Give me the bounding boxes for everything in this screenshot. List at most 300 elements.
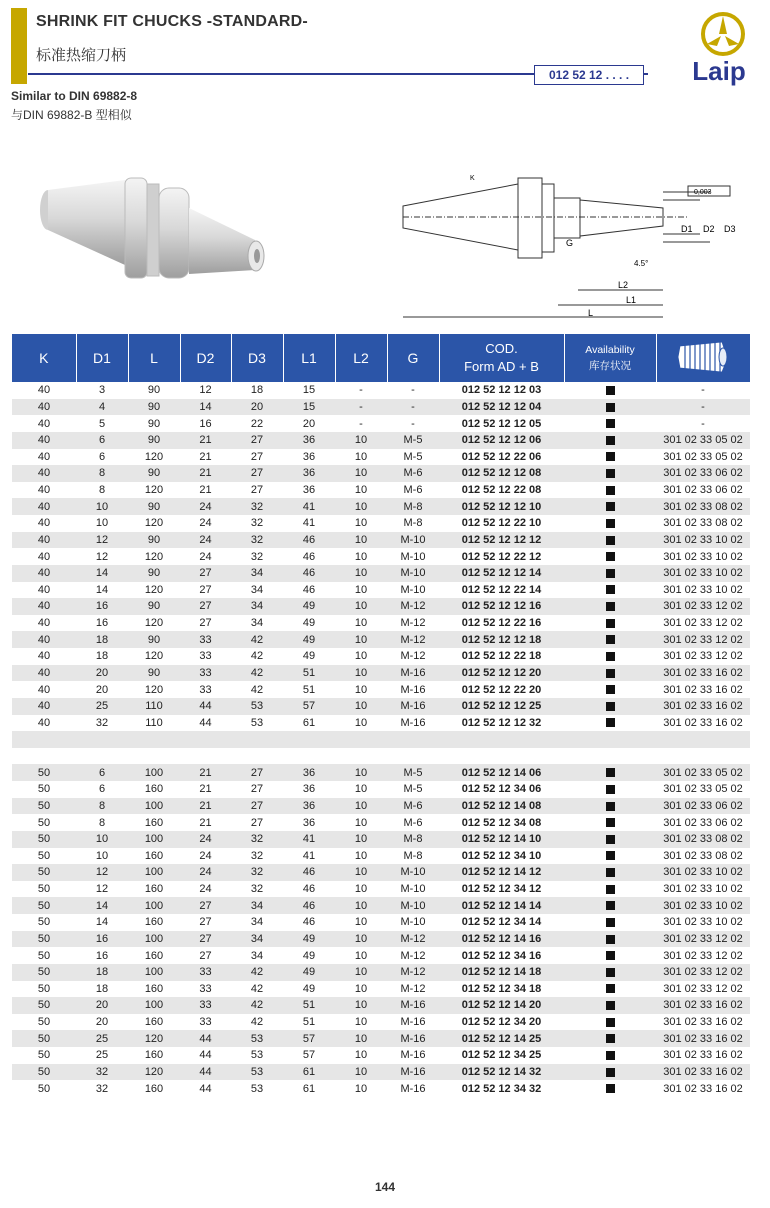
availability-square-icon [606,669,615,678]
table-row [12,814,750,831]
cell-code: 012 52 12 14 25 [439,1030,564,1047]
col-header-l2: L2 [335,334,387,382]
cell-k: 40 [37,650,51,663]
cell-l: 120 [144,683,164,696]
cell-l2: 10 [354,1049,368,1062]
cell-availability [564,964,656,981]
availability-square-icon [606,486,615,495]
availability-square-icon [606,652,615,661]
cell-l1: 46 [302,883,316,896]
cell-l1: 49 [283,931,335,948]
availability-square-icon [606,835,615,844]
cell-g: M-6 [387,465,439,482]
cell-d3: 34 [250,617,264,630]
cell-l2: 10 [354,517,368,530]
cell-k: 40 [12,631,76,648]
cell-d2: 27 [180,931,231,948]
cell-d1: 20 [76,665,128,682]
table-row [12,648,750,665]
cell-l: 120 [144,517,164,530]
page-title: SHRINK FIT CHUCKS -STANDARD- [36,13,308,30]
label-l: L [588,308,594,318]
cell-d3: 32 [231,864,283,881]
cell-screw-code: 301 02 33 10 02 [663,583,743,596]
cell-l2: 10 [335,465,387,482]
cell-k: 40 [37,683,51,696]
cell-d1: 10 [76,498,128,515]
cell-d2: 33 [199,683,212,696]
table-row [12,1080,750,1097]
cell-d1: 25 [95,1049,109,1062]
cell-l2: 10 [354,916,368,929]
cell-code: 012 52 12 12 14 [439,565,564,582]
cell-l: 120 [128,1064,180,1081]
table-row [12,515,750,532]
cell-screw-code: 301 02 33 16 02 [656,698,750,715]
cell-d3: 27 [231,432,283,449]
cell-g: M-12 [387,964,439,981]
cell-l: 90 [128,532,180,549]
cell-screw-code: - [701,417,705,430]
cell-l: 90 [128,665,180,682]
cell-g: M-12 [400,617,426,630]
cell-g: M-12 [400,982,426,995]
cell-k: 50 [37,916,51,929]
cell-d1 [76,748,128,765]
cell-g: M-8 [387,831,439,848]
availability-square-icon [606,619,615,628]
cell-l: 160 [144,783,164,796]
availability-square-icon [606,968,615,977]
cell-l2: 10 [354,816,368,829]
cell-k: 40 [12,532,76,549]
table-row [12,665,750,682]
cell-l1 [283,748,335,765]
cell-l1: 49 [283,631,335,648]
cell-d1 [76,731,128,748]
availability-square-icon [606,785,615,794]
cell-d2: 24 [199,849,212,862]
cell-g: M-16 [400,1016,426,1029]
cell-l1: 61 [302,1082,316,1095]
cell-screw-code: 301 02 33 08 02 [656,831,750,848]
cell-l2: 10 [354,883,368,896]
col-header-availability-en: Availability [585,344,635,356]
cell-code: 012 52 12 34 25 [461,1049,542,1062]
availability-square-icon [606,901,615,910]
cell-l: 90 [128,399,180,416]
cell-d3: 32 [250,849,264,862]
cell-screw-code: 301 02 33 16 02 [656,997,750,1014]
cell-d3: 27 [231,764,283,781]
cell-d1: 6 [98,450,106,463]
col-header-l1: L1 [283,334,335,382]
cell-d1: 32 [95,716,109,729]
cell-d2: 33 [180,665,231,682]
cell-d2: 27 [180,565,231,582]
cell-g: M-6 [403,816,423,829]
table-row [12,582,750,599]
cell-d3: 18 [250,384,264,397]
cell-d3: 27 [250,816,264,829]
cell-code: 012 52 12 22 20 [461,683,542,696]
cell-g [387,748,439,765]
cell-l2: 10 [354,982,368,995]
page-subtitle-cn: 标准热缩刀柄 [36,47,127,64]
availability-square-icon [606,602,615,611]
cell-availability [564,781,656,798]
cell-l: 100 [128,864,180,881]
cell-d2: 33 [180,997,231,1014]
table-row [12,548,750,565]
cell-d1: 14 [95,583,109,596]
availability-square-icon [606,851,615,860]
cell-g: M-16 [400,683,426,696]
cell-g: M-16 [387,1064,439,1081]
cell-screw-code: 301 02 33 05 02 [656,764,750,781]
cell-l1: 41 [302,517,316,530]
cell-g: M-10 [387,532,439,549]
cell-l2: 10 [354,783,368,796]
cell-g: M-16 [387,1030,439,1047]
cell-l1: 36 [302,450,316,463]
cell-d1: 20 [76,997,128,1014]
cell-d1: 12 [95,883,109,896]
cell-l1: 41 [283,831,335,848]
cell-g: M-6 [387,798,439,815]
cell-l: 100 [128,897,180,914]
table-row [12,1047,750,1064]
cell-g: M-12 [387,631,439,648]
cell-code: 012 52 12 12 10 [439,498,564,515]
table-row [12,498,750,515]
cell-k: 50 [37,883,51,896]
cell-availability [564,1080,656,1097]
cell-l1: 41 [283,498,335,515]
cell-k: 40 [37,517,51,530]
availability-square-icon [606,635,615,644]
label-l2: L2 [618,280,629,290]
table-row [12,781,750,798]
cell-l2: 10 [335,831,387,848]
cell-l2: 10 [354,849,368,862]
cell-l2: 10 [335,1030,387,1047]
cell-screw-code: 301 02 33 16 02 [656,665,750,682]
cell-d3: 34 [250,949,264,962]
availability-square-icon [606,1084,615,1093]
table-row [12,399,750,416]
cell-k: 40 [12,498,76,515]
table-row [12,415,750,432]
cell-d3 [231,748,283,765]
cell-d3: 42 [250,1016,264,1029]
cell-d2: 44 [199,1082,212,1095]
cell-screw-code: 301 02 33 08 02 [656,498,750,515]
cell-g: M-5 [403,450,423,463]
cell-d3: 42 [250,650,264,663]
cell-d1: 25 [76,698,128,715]
table-row [12,864,750,881]
cell-l2: 10 [335,798,387,815]
cell-d2: 21 [180,432,231,449]
cell-screw-code: 301 02 33 12 02 [663,650,743,663]
cell-d3: 53 [250,716,264,729]
cell-code: 012 52 12 14 20 [439,997,564,1014]
cell-l1: 49 [302,617,316,630]
cell-code: 012 52 12 12 06 [439,432,564,449]
cell-d3: 34 [231,897,283,914]
cell-availability [564,831,656,848]
cell-code: 012 52 12 14 06 [439,764,564,781]
cell-d2: 24 [180,498,231,515]
cell-d1: 20 [95,683,109,696]
cell-d1: 5 [98,417,106,430]
cell-code: 012 52 12 22 14 [461,583,542,596]
table-row [12,964,750,981]
cell-screw-code: 301 02 33 10 02 [663,883,743,896]
cell-d2: 33 [180,964,231,981]
cell-screw-code: 301 02 33 12 02 [663,982,743,995]
table-row [12,465,750,482]
cell-l1: 36 [302,783,316,796]
cell-code: 012 52 12 12 04 [439,399,564,416]
cell-d1: 32 [76,1064,128,1081]
cell-code: 012 52 12 12 25 [439,698,564,715]
cell-l: 160 [144,816,164,829]
code-prefix-box: 012 52 12 . . . . [534,65,644,85]
col-header-cod [439,334,564,382]
cell-d2: 24 [180,831,231,848]
cell-code: 012 52 12 22 16 [461,617,542,630]
cell-l2: 10 [335,864,387,881]
cell-availability [564,1014,656,1031]
availability-square-icon [606,403,615,412]
cell-g: M-10 [400,883,426,896]
cell-d2 [180,748,231,765]
cell-d2: 24 [180,532,231,549]
cell-availability [564,715,656,732]
availability-square-icon [606,951,615,960]
cell-l2 [335,731,387,748]
cell-screw-code: 301 02 33 10 02 [656,565,750,582]
cell-availability [564,731,656,748]
cell-g: M-6 [403,484,423,497]
cell-screw-code: - [701,384,705,397]
cell-availability [564,864,656,881]
cell-availability [564,598,656,615]
cell-l2: 10 [335,997,387,1014]
cell-availability [564,382,656,399]
cell-code: 012 52 12 14 16 [439,931,564,948]
availability-square-icon [606,802,615,811]
cell-l1: 41 [302,849,316,862]
cell-k: 40 [12,565,76,582]
cell-g: M-8 [403,517,423,530]
cell-l1: 15 [283,399,335,416]
cell-l1: 46 [283,532,335,549]
cell-d1: 18 [95,982,109,995]
cell-g: M-10 [387,897,439,914]
cell-availability [564,548,656,565]
cell-screw-code: 301 02 33 12 02 [656,598,750,615]
cell-availability [564,914,656,931]
cell-d3: 27 [250,450,264,463]
cell-k: 40 [12,665,76,682]
availability-square-icon [606,868,615,877]
cell-l1: 51 [283,997,335,1014]
table-row [12,731,750,748]
cell-l: 160 [144,849,164,862]
availability-square-icon [606,419,615,428]
cell-code: 012 52 12 34 32 [461,1082,542,1095]
cell-d2: 44 [180,1064,231,1081]
cell-l2: 10 [335,897,387,914]
cell-d2: 44 [180,698,231,715]
laip-logo [683,10,755,90]
availability-square-icon [606,885,615,894]
table-row [12,748,750,765]
cell-availability [564,515,656,532]
cell-l: 160 [144,1016,164,1029]
cell-availability [564,997,656,1014]
cell-l2: 10 [335,565,387,582]
cell-l: 110 [145,716,163,729]
cell-d2: 27 [180,897,231,914]
cell-g: M-8 [387,498,439,515]
cell-d1: 8 [98,816,106,829]
cell-code: 012 52 12 34 16 [461,949,542,962]
chuck-product-image [30,170,275,295]
cell-l2: 10 [354,683,368,696]
cell-availability [564,947,656,964]
cell-l: 120 [144,617,164,630]
cell-d1: 8 [76,465,128,482]
table-row [12,598,750,615]
cell-k: 50 [37,1016,51,1029]
table-row [12,848,750,865]
cell-l1: 57 [302,1049,316,1062]
cell-code: 012 52 12 14 08 [439,798,564,815]
cell-code: 012 52 12 34 06 [461,783,542,796]
cell-d3: 27 [250,484,264,497]
cell-l1: 46 [283,565,335,582]
cell-k: 40 [12,399,76,416]
cell-screw-code: 301 02 33 06 02 [656,465,750,482]
table-row [12,881,750,898]
set-screw-icon [676,340,730,374]
cell-k: 40 [12,432,76,449]
cell-d2: 33 [180,631,231,648]
cell-code: 012 52 12 34 08 [461,816,542,829]
cell-availability [564,764,656,781]
cell-l1 [283,731,335,748]
cell-k: 50 [37,816,51,829]
cell-availability [564,931,656,948]
cell-l2: 10 [354,550,368,563]
cell-availability [564,848,656,865]
table-row [12,532,750,549]
cell-d3: 32 [250,550,264,563]
cell-l2: 10 [354,949,368,962]
cell-code: 012 52 12 34 20 [461,1016,542,1029]
cell-k: 50 [37,783,51,796]
col-header-l: L [128,334,180,382]
cell-d3: 20 [231,399,283,416]
cell-l: 120 [144,650,164,663]
cell-d3 [231,731,283,748]
cell-d3: 42 [231,631,283,648]
cell-l: 120 [144,484,164,497]
cell-l: 160 [144,883,164,896]
cell-availability [564,449,656,466]
cell-d2: 33 [199,982,212,995]
availability-square-icon [606,935,615,944]
cell-g: M-16 [400,716,426,729]
product-table [12,334,750,1097]
cell-d2: 33 [199,650,212,663]
cell-l2: - [335,399,387,416]
cell-k: 40 [37,550,51,563]
table-header-row [12,334,750,382]
cell-code: 012 52 12 12 32 [461,716,542,729]
cell-d3: 53 [250,1082,264,1095]
cell-d2: 21 [199,816,212,829]
cell-d2: 33 [199,1016,212,1029]
cell-availability [564,981,656,998]
cell-l1: 46 [302,916,316,929]
cell-availability [564,748,656,765]
cell-code: 012 52 12 34 14 [461,916,542,929]
cell-l1: 57 [283,1030,335,1047]
cell-l1: 51 [283,665,335,682]
cell-availability [564,648,656,665]
availability-square-icon [606,436,615,445]
label-d1: D1 [681,224,693,234]
cell-screw-code: - [656,399,750,416]
cell-g: M-10 [400,583,426,596]
cell-l [128,731,180,748]
cell-availability [564,415,656,432]
cell-g: M-12 [400,949,426,962]
cell-l2: 10 [354,450,368,463]
cell-screw-code: 301 02 33 10 02 [663,550,743,563]
cell-code: 012 52 12 12 05 [461,417,542,430]
cell-code: 012 52 12 12 08 [439,465,564,482]
cell-code [439,731,564,748]
technical-drawing [398,170,743,320]
cell-l1: 49 [302,949,316,962]
availability-square-icon [606,569,615,578]
cell-d2: 27 [180,598,231,615]
cell-l: 120 [144,583,164,596]
cell-code: 012 52 12 12 16 [439,598,564,615]
cell-d2: 21 [180,798,231,815]
cell-d1: 3 [98,384,106,397]
cell-d2: 12 [199,384,212,397]
cell-l2: 10 [335,698,387,715]
label-g: G [566,238,574,248]
cell-l1: 20 [302,417,316,430]
cell-d3: 34 [250,583,264,596]
col-header-d1: D1 [76,334,128,382]
cell-l2: - [359,384,363,397]
cell-l: 90 [128,598,180,615]
cell-screw-code: 301 02 33 05 02 [663,783,743,796]
cell-g: M-16 [387,698,439,715]
cell-code: 012 52 12 22 10 [461,517,542,530]
cell-l1: 51 [302,683,316,696]
cell-g: - [411,417,415,430]
